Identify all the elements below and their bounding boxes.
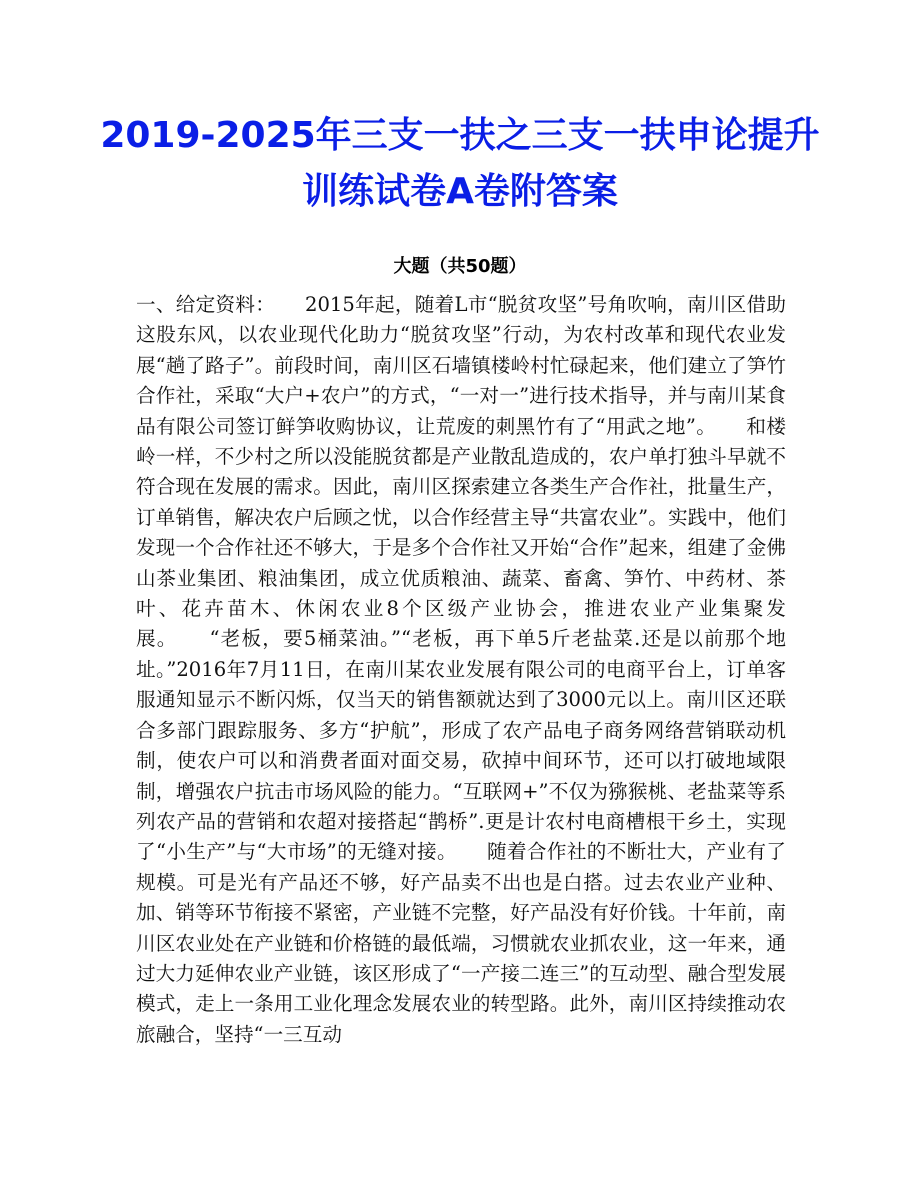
section-heading: 大题（共50题）: [393, 256, 527, 277]
question-text: 一、给定资料： 2015年起，随着L市“脱贫攻坚”号角吹响，南川区借助这股东风，以农业现代化助力“脱贫攻坚”行动，为农村改革和现代农业发展“趟了路子”。前段时间，南川区石墙镇楼岭村忙碌起来，他们建立了笋竹合作社，采取“大户+农户”的方式，“一对一”进行技术指导，并与南川某食品有限公司签订鲜笋收购协议，让荒废的刺黑竹有了“用武之地”。 和楼岭一样，不少村之所以没能脱贫都是产业散乱造成的，农户单打独斗早就不符合现在发展的需求。因此，南川区探索建立各类生产合作社，批量生产，订单销售，解决农户后顾之忧，以合作经营主导“共富农业”。实践中，他们发现一个合作社还不够大，于是多个合作社又开始“合作”起来，组建了金佛山茶业集团、粮油集团，成立优质粮油、蔬菜、畜禽、笋竹、中药材、茶叶、花卉苗木、休闲农业8个区级产业协会，推进农业产业集聚发展。 “老板，要5桶菜油。”“老板，再下单5斤老盐菜.还是以前那个地址。”2016年7月11日，在南川某农业发展有限公司的电商平台上，订单客服通知显示不断闪烁，仅当天的销售额就达到了3000元以上。南川区还联合多部门跟踪服务、多方“护航”，形成了农产品电子商务网络营销联动机制，使农户可以和消费者面对面交易，砍掉中间环节，还可以打破地域限制，增强农户抗击市场风险的能力。“互联网+”不仅为猕猴桃、老盐菜等系列农产品的营销和农超对接搭起“鹊桥”.更是计农村电商槽根干乡土，实现了“小生产”与“大市场”的无缝对接。 随着合作社的不断壮大，产业有了规模。可是光有产品还不够，好产品卖不出也是白搭。过去农业产业种、加、销等环节衔接不紧密，产业链不完整，好产品没有好价钱。十年前，南川区农业处在产业链和价格链的最低端，习惯就农业抓农业，这一年来，通过大力延伸农业产业链，该区形成了“一产接二连三”的互动型、融合型发展模式，走上一条用工业化理念发展农业的转型路。此外，南川区持续推动农旅融合，坚持“一三互动: [136, 293, 786, 1046]
document-title: 2019-2025年三支一扶之三支一扶申论提升训练试卷A卷附答案: [100, 115, 820, 212]
